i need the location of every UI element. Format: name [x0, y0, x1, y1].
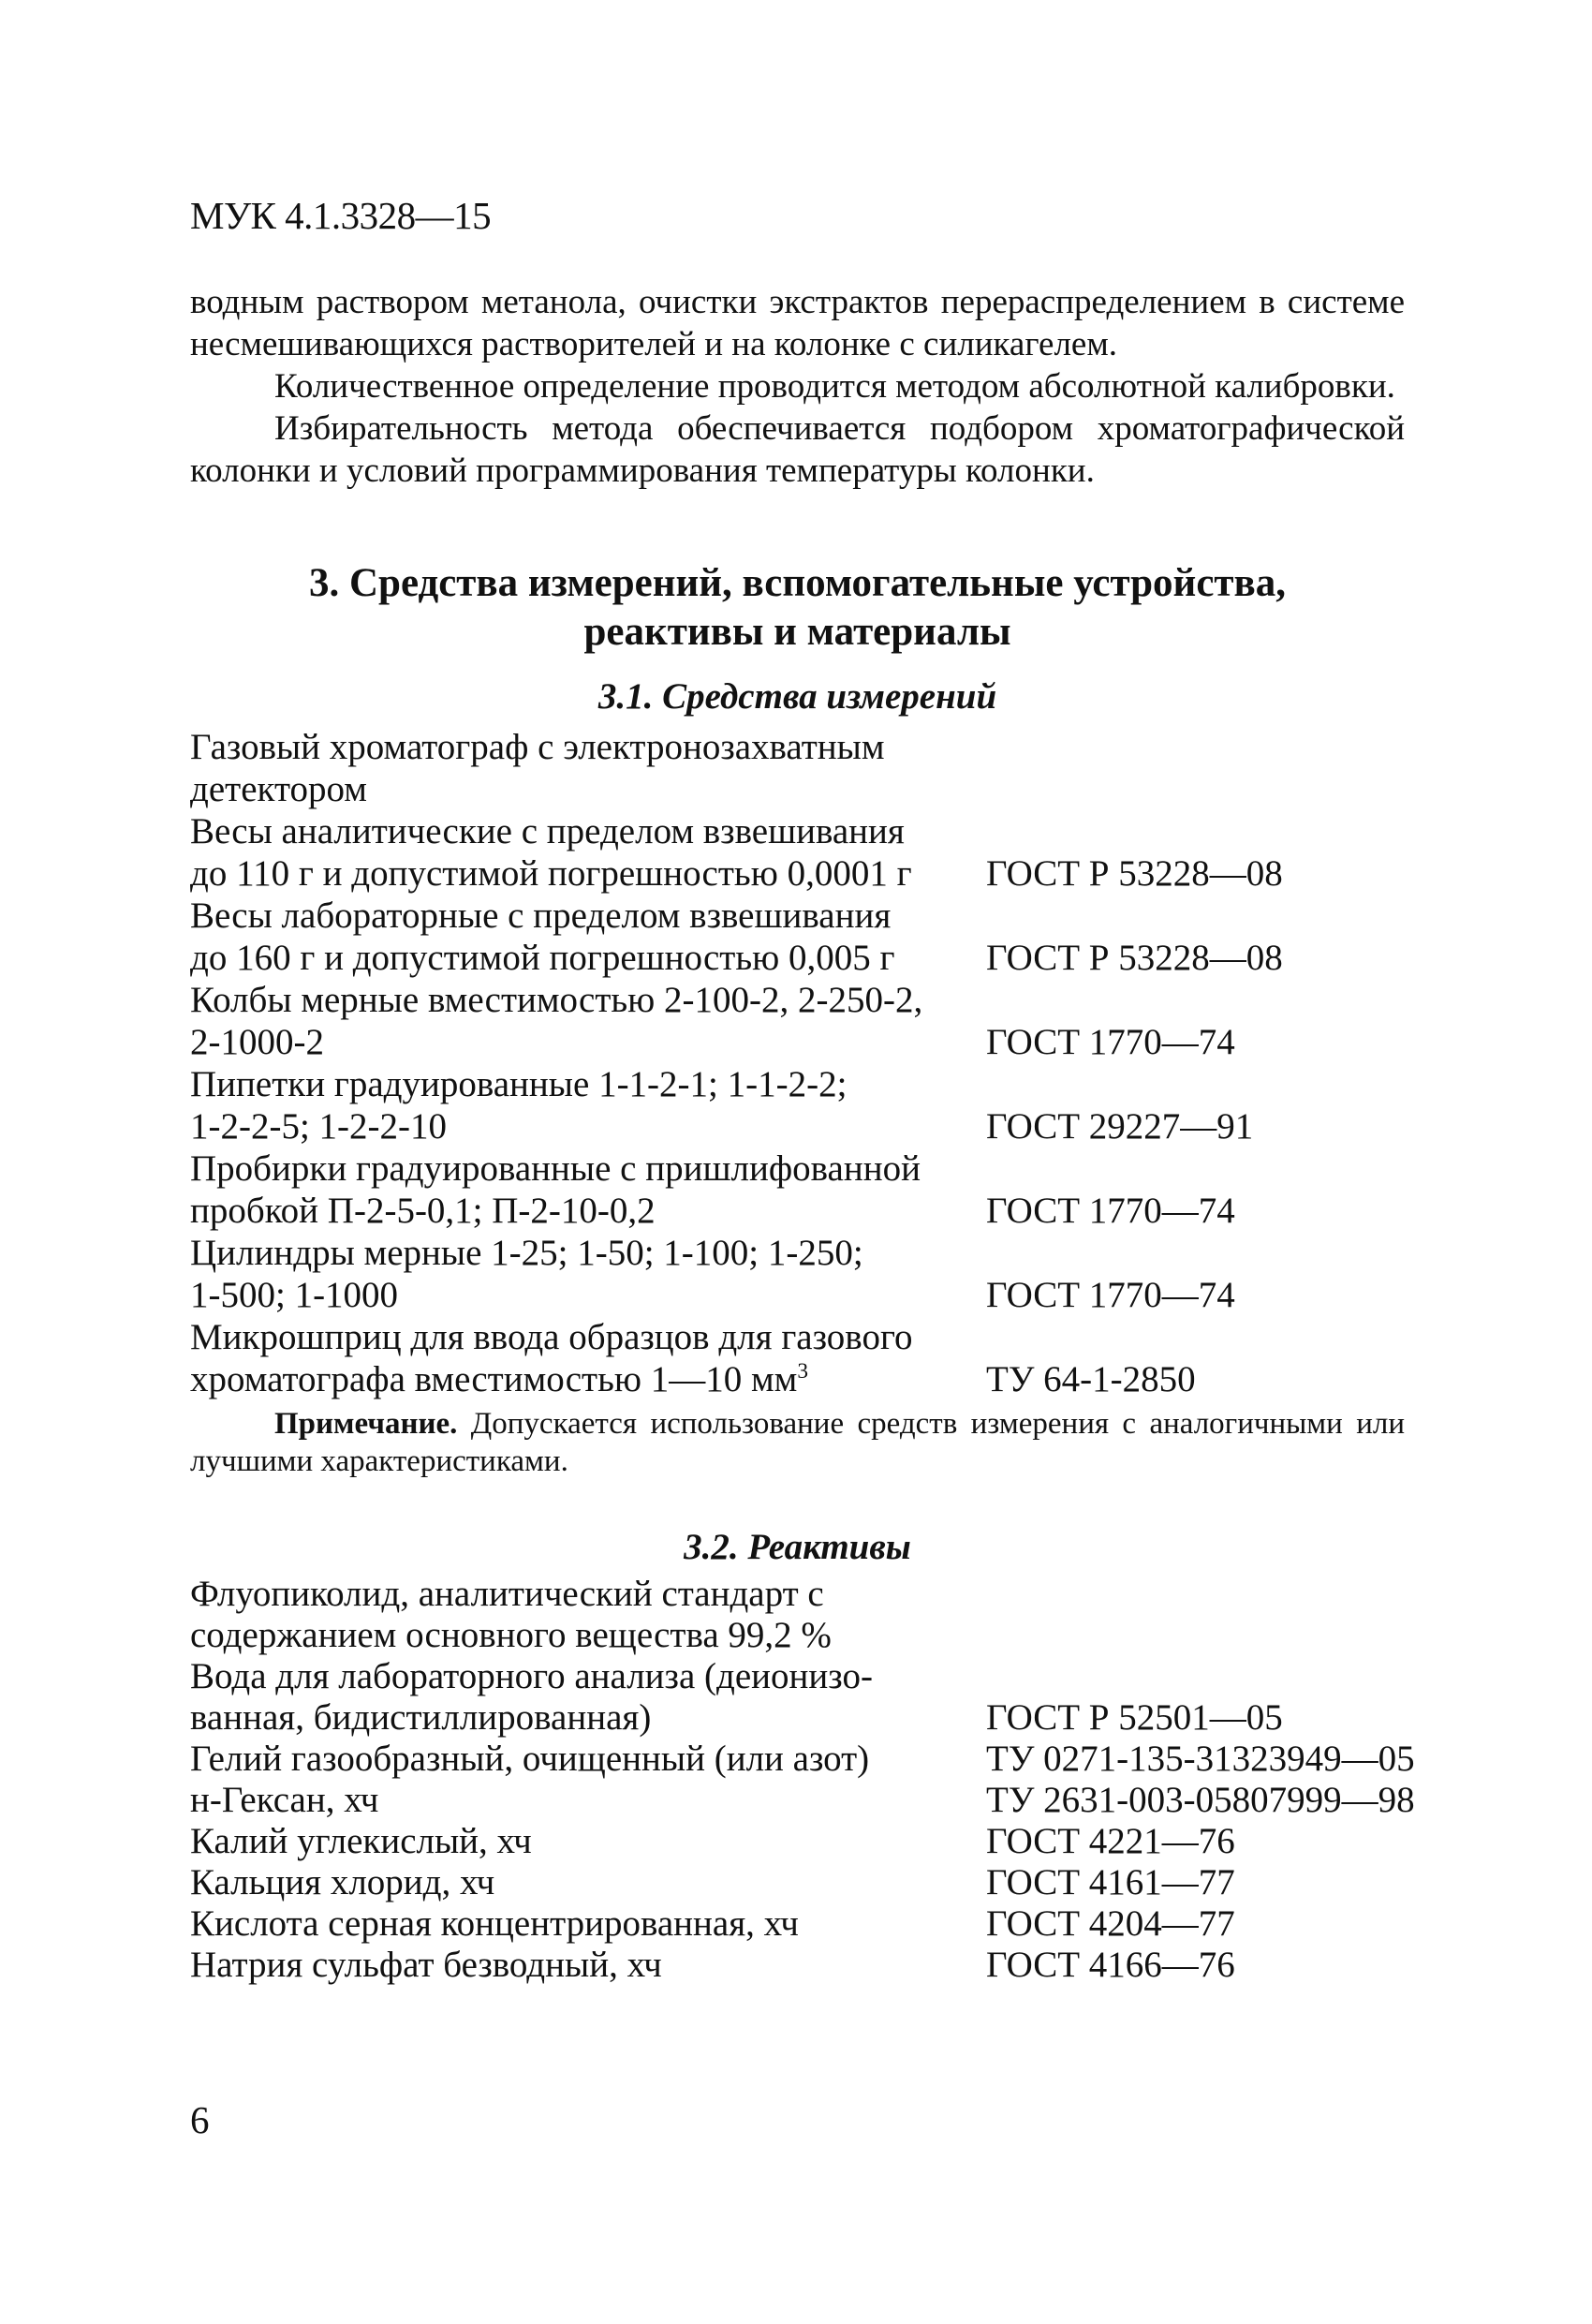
item-standard: ГОСТ Р 53228—08 [986, 853, 1283, 894]
item-description-line2: детектором [190, 769, 367, 809]
list-item [190, 1147, 1426, 1232]
item-description-line1: Газовый хроматограф с электронозахватным [190, 727, 885, 767]
item-standard: ГОСТ 4161—77 [986, 1862, 1235, 1902]
item-description-line1: Пипетки градуированные 1-1-2-1; 1-1-2-2; [190, 1064, 848, 1104]
note-label: Примечание. [274, 1407, 458, 1441]
section-3-title [190, 559, 1405, 657]
page-number: 6 [190, 2098, 210, 2141]
item-standard: ГОСТ 4166—76 [986, 1945, 1235, 1985]
item-description-line1: Калий углекислый, хч [190, 1821, 532, 1861]
list-item [190, 895, 1426, 979]
superscript: 3 [797, 1359, 809, 1384]
item-standard: ТУ 2631-003-05807999—98 [986, 1780, 1415, 1820]
item-description-line1: Вода для лабораторного анализа (деионизо- [190, 1656, 873, 1696]
item-description-line1: Флуопиколид, аналитический стандарт с [190, 1574, 824, 1614]
intro-text [190, 281, 1405, 492]
item-description-line1: Колбы мерные вместимостью 2-100-2, 2-250-2, [190, 980, 923, 1020]
item-description-line1: Кальция хлорид, хч [190, 1862, 495, 1902]
item-description-line1: Гелий газообразный, очищенный (или азот) [190, 1739, 870, 1779]
item-standard: ТУ 0271-135-31323949—05 [986, 1739, 1415, 1779]
intro-paragraph: водным раствором метанола, очистки экстрактов перераспределением в системе несмешивающихся растворителей и на колонке с силикагелем. [190, 283, 1405, 363]
list-item [190, 1739, 1426, 1780]
item-description-line1: Цилиндры мерные 1-25; 1-50; 1-100; 1-250; [190, 1233, 863, 1273]
item-description-line2-text: хроматографа вместимостью 1—10 мм [190, 1359, 798, 1399]
item-description-line2: 1-2-2-5; 1-2-2-10 [190, 1106, 448, 1147]
item-description-line1: Весы лабораторные с пределом взвешивания [190, 896, 892, 936]
item-standard: ГОСТ 29227—91 [986, 1106, 1254, 1147]
item-description-line1: Микрошприц для ввода образцов для газового [190, 1317, 913, 1357]
list-item [190, 1232, 1426, 1316]
section-3-title-line2: реактивы и материалы [583, 610, 1011, 654]
item-description-line2: 2-1000-2 [190, 1022, 324, 1062]
list-item [190, 1903, 1426, 1945]
item-description-line1: Пробирки градуированные с пришлифованной [190, 1148, 921, 1189]
list-item [190, 1316, 1426, 1400]
item-description-line2 [190, 1358, 986, 1400]
item-description-line2: пробкой П-2-5-0,1; П-2-10-0,2 [190, 1191, 656, 1231]
item-standard: ГОСТ 1770—74 [986, 1191, 1235, 1231]
list-item [190, 1862, 1426, 1903]
item-standard: ТУ 64-1-2850 [986, 1359, 1196, 1399]
item-standard: ГОСТ 1770—74 [986, 1022, 1235, 1062]
item-description-line2: ванная, бидистиллированная) [190, 1697, 652, 1738]
item-description-line2: содержанием основного вещества 99,2 % [190, 1615, 832, 1655]
list-item [190, 726, 1426, 810]
item-description-line1: Кислота серная концентрированная, хч [190, 1903, 799, 1944]
item-standard: ГОСТ 1770—74 [986, 1275, 1235, 1315]
note-text: Допускается использование средств измерения с аналогичными или лучшими характеристиками. [190, 1407, 1406, 1478]
note [190, 1405, 1405, 1480]
item-standard: ГОСТ 4221—76 [986, 1821, 1235, 1861]
subsection-3-1-title: 3.1. Средства измерений [597, 676, 997, 717]
item-standard: ГОСТ Р 52501—05 [986, 1697, 1283, 1738]
item-standard: ГОСТ 4204—77 [986, 1903, 1235, 1944]
list-item [190, 1656, 1426, 1739]
list-item [190, 1780, 1426, 1821]
section-3-title-line1: 3. Средства измерений, вспомогательные устройства, [308, 561, 1287, 605]
list-item [190, 1821, 1426, 1862]
intro-paragraph: Количественное определение проводится методом абсолютной калибровки. [274, 367, 1395, 406]
item-standard: ГОСТ Р 53228—08 [986, 938, 1283, 978]
reagents-list [190, 1574, 1426, 1986]
list-item [190, 1574, 1426, 1656]
document-code-header: МУК 4.1.3328—15 [190, 194, 492, 237]
item-description-line2: 1-500; 1-1000 [190, 1275, 399, 1315]
item-description-line1: Натрия сульфат безводный, хч [190, 1945, 662, 1985]
measuring-instruments-list [190, 726, 1426, 1400]
list-item [190, 1945, 1426, 1986]
item-description-line2: до 160 г и допустимой погрешностью 0,005 г [190, 938, 895, 978]
item-description-line1: Весы аналитические с пределом взвешивания [190, 811, 905, 851]
list-item [190, 979, 1426, 1063]
subsection-3-2-title: 3.2. Реактивы [684, 1527, 911, 1567]
list-item [190, 810, 1426, 895]
item-description-line1: н-Гексан, хч [190, 1780, 379, 1820]
intro-paragraph: Избирательность метода обеспечивается подбором хроматографической колонки и условий программирования температуры колонки. [190, 409, 1405, 490]
list-item [190, 1063, 1426, 1147]
item-description-line2: до 110 г и допустимой погрешностью 0,0001 г [190, 853, 912, 894]
